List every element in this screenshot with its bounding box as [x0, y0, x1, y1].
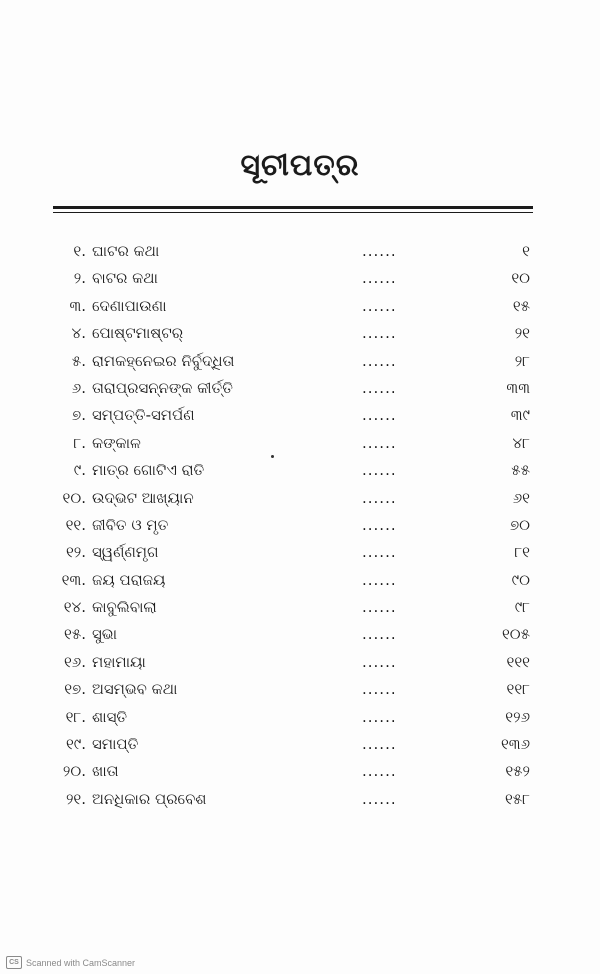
- title-divider-thin: [53, 212, 533, 213]
- entry-number: ୧୫.: [64, 625, 86, 644]
- entry-title: ସ୍ୱର୍ଣ୍ଣମୃଗ: [92, 543, 159, 562]
- entry-page-number: ୧୧୮: [506, 680, 530, 699]
- entry-number: ୧୭.: [64, 680, 86, 699]
- toc-entry: [0, 621, 600, 648]
- entry-number: ୨୦.: [62, 762, 86, 781]
- entry-page-number: ୩୯: [510, 406, 530, 425]
- entry-number: ୪.: [71, 324, 86, 343]
- entry-number: ୧୩.: [61, 570, 86, 589]
- entry-page-number: ୯୦: [511, 570, 530, 589]
- entry-page-number: ୧୦୫: [501, 625, 530, 644]
- entry-number: ୨୧.: [65, 789, 86, 808]
- entry-title: ଅନଧିକାର ପ୍ରବେଶ: [92, 789, 207, 808]
- entry-page-number: ୩୩: [506, 378, 530, 397]
- entry-page-number: ୭୦: [509, 515, 530, 534]
- toc-entry: [0, 320, 600, 347]
- toc-entry: [0, 704, 600, 731]
- entry-title: ସମାପ୍ତି: [92, 735, 139, 754]
- entry-number: ୯.: [73, 461, 86, 480]
- entry-leader-dots: ......: [362, 324, 397, 343]
- entry-title: ମାତ୍ର ଗୋଟିଏ ରାତି: [92, 461, 205, 480]
- entry-title: ଜୀବିତ ଓ ମୃତ: [92, 515, 169, 534]
- camscanner-logo-icon: CS: [6, 956, 22, 969]
- table-of-contents: [0, 238, 600, 813]
- entry-title: ସମ୍ପତ୍ତି-ସମର୍ପଣ: [92, 406, 195, 425]
- entry-leader-dots: ......: [362, 488, 397, 507]
- entry-page-number: ୧୫୨: [505, 762, 530, 781]
- toc-entry: [0, 567, 600, 594]
- entry-page-number: ୪୮: [512, 433, 530, 452]
- toc-entry: [0, 402, 600, 429]
- entry-number: ୫.: [71, 351, 86, 370]
- entry-leader-dots: ......: [362, 680, 397, 699]
- toc-entry: [0, 758, 600, 785]
- entry-leader-dots: ......: [362, 652, 397, 671]
- entry-title: ଦେଣାପାଉଣା: [92, 296, 167, 315]
- toc-entry: [0, 430, 600, 457]
- entry-page-number: ୬୧: [512, 488, 530, 507]
- toc-entry: [0, 649, 600, 676]
- entry-leader-dots: ......: [362, 707, 397, 726]
- entry-title: ପୋଷ୍ଟମାଷ୍ଟର୍: [92, 324, 184, 343]
- entry-title: କଙ୍କାଳ: [92, 433, 141, 452]
- entry-title: ଜୟ ପରାଜୟ: [92, 570, 166, 589]
- entry-title: କାବୁଲିବାଲା: [92, 598, 157, 617]
- toc-entry: [0, 786, 600, 813]
- toc-entry: [0, 539, 600, 566]
- entry-title: ମହାମାୟା: [92, 652, 146, 671]
- entry-title: ତାରାପ୍ରସନ୍ନଙ୍କ କୀର୍ତ୍ତି: [92, 378, 233, 397]
- entry-title: ଘାଟର କଥା: [92, 242, 160, 260]
- toc-entry: [0, 457, 600, 484]
- entry-page-number: ୧୧୧: [506, 652, 530, 671]
- watermark-text: Scanned with CamScanner: [26, 957, 136, 968]
- entry-title: ଉଦ୍‌ଭଟ ଆଖ୍ୟାନ: [92, 488, 194, 507]
- entry-page-number: ୮୧: [514, 543, 530, 562]
- entry-leader-dots: ......: [362, 351, 397, 370]
- toc-entry: [0, 348, 600, 375]
- entry-number: ୧୧.: [65, 515, 86, 534]
- toc-entry: [0, 238, 600, 265]
- entry-leader-dots: ......: [362, 296, 397, 315]
- entry-leader-dots: ......: [362, 515, 397, 534]
- entry-title: ଖାତା: [92, 762, 119, 781]
- entry-number: ୮.: [73, 433, 86, 452]
- entry-page-number: ୧୨୬: [505, 707, 530, 726]
- entry-leader-dots: ......: [362, 762, 397, 781]
- entry-page-number: ୧୫୮: [504, 789, 530, 808]
- toc-entry: [0, 265, 600, 292]
- entry-page-number: ୯୮: [514, 598, 530, 617]
- entry-number: ୧୦.: [62, 488, 86, 507]
- toc-entry: [0, 485, 600, 512]
- entry-number: ୧୨.: [65, 543, 86, 562]
- toc-entry: [0, 512, 600, 539]
- entry-leader-dots: ......: [362, 570, 397, 589]
- entry-number: ୧୬.: [63, 652, 86, 671]
- entry-page-number: ୫୫: [511, 461, 530, 480]
- entry-page-number: ୧୩୬: [500, 735, 530, 754]
- entry-number: ୭.: [72, 406, 86, 425]
- entry-number: ୧୮.: [65, 707, 86, 726]
- entry-leader-dots: ......: [362, 543, 397, 562]
- toc-entry: [0, 731, 600, 758]
- entry-leader-dots: ......: [362, 625, 397, 644]
- entry-number: ୩.: [69, 296, 86, 315]
- toc-entry: [0, 594, 600, 621]
- entry-leader-dots: ......: [362, 461, 397, 480]
- toc-entry: [0, 375, 600, 402]
- scan-speck: [271, 455, 274, 458]
- entry-title: ବାଟର କଥା: [92, 269, 158, 288]
- entry-leader-dots: ......: [362, 433, 397, 452]
- entry-page-number: ୧୫: [512, 296, 530, 315]
- entry-leader-dots: ......: [362, 378, 397, 397]
- entry-page-number: ୧୦: [511, 269, 530, 288]
- entry-page-number: ୧: [522, 242, 530, 260]
- entry-title: ରାମକହ୍ନେଇର ନିର୍ବୁଦ୍ଧିତା: [92, 351, 235, 370]
- entry-page-number: ୨୮: [514, 351, 530, 370]
- entry-leader-dots: ......: [362, 242, 397, 260]
- entry-number: ୬.: [71, 378, 86, 397]
- entry-title: ଶାସ୍ତି: [92, 707, 128, 726]
- entry-leader-dots: ......: [362, 598, 397, 617]
- entry-leader-dots: ......: [362, 269, 397, 288]
- entry-leader-dots: ......: [362, 406, 397, 425]
- page-title: ସୂଚୀପତ୍ର: [240, 148, 360, 183]
- entry-number: ୧୪.: [63, 598, 86, 617]
- title-divider-thick: [53, 206, 533, 209]
- entry-page-number: ୨୧: [514, 324, 530, 343]
- entry-number: ୧.: [73, 242, 86, 260]
- entry-title: ସୁଭା: [92, 625, 118, 644]
- entry-number: ୧୯.: [65, 735, 86, 754]
- entry-leader-dots: ......: [362, 789, 397, 808]
- toc-entry: [0, 293, 600, 320]
- entry-leader-dots: ......: [362, 735, 397, 754]
- entry-title: ଅସମ୍ଭବ କଥା: [92, 680, 178, 699]
- toc-entry: [0, 676, 600, 703]
- scanner-watermark: [6, 956, 135, 969]
- entry-number: ୨.: [73, 269, 86, 288]
